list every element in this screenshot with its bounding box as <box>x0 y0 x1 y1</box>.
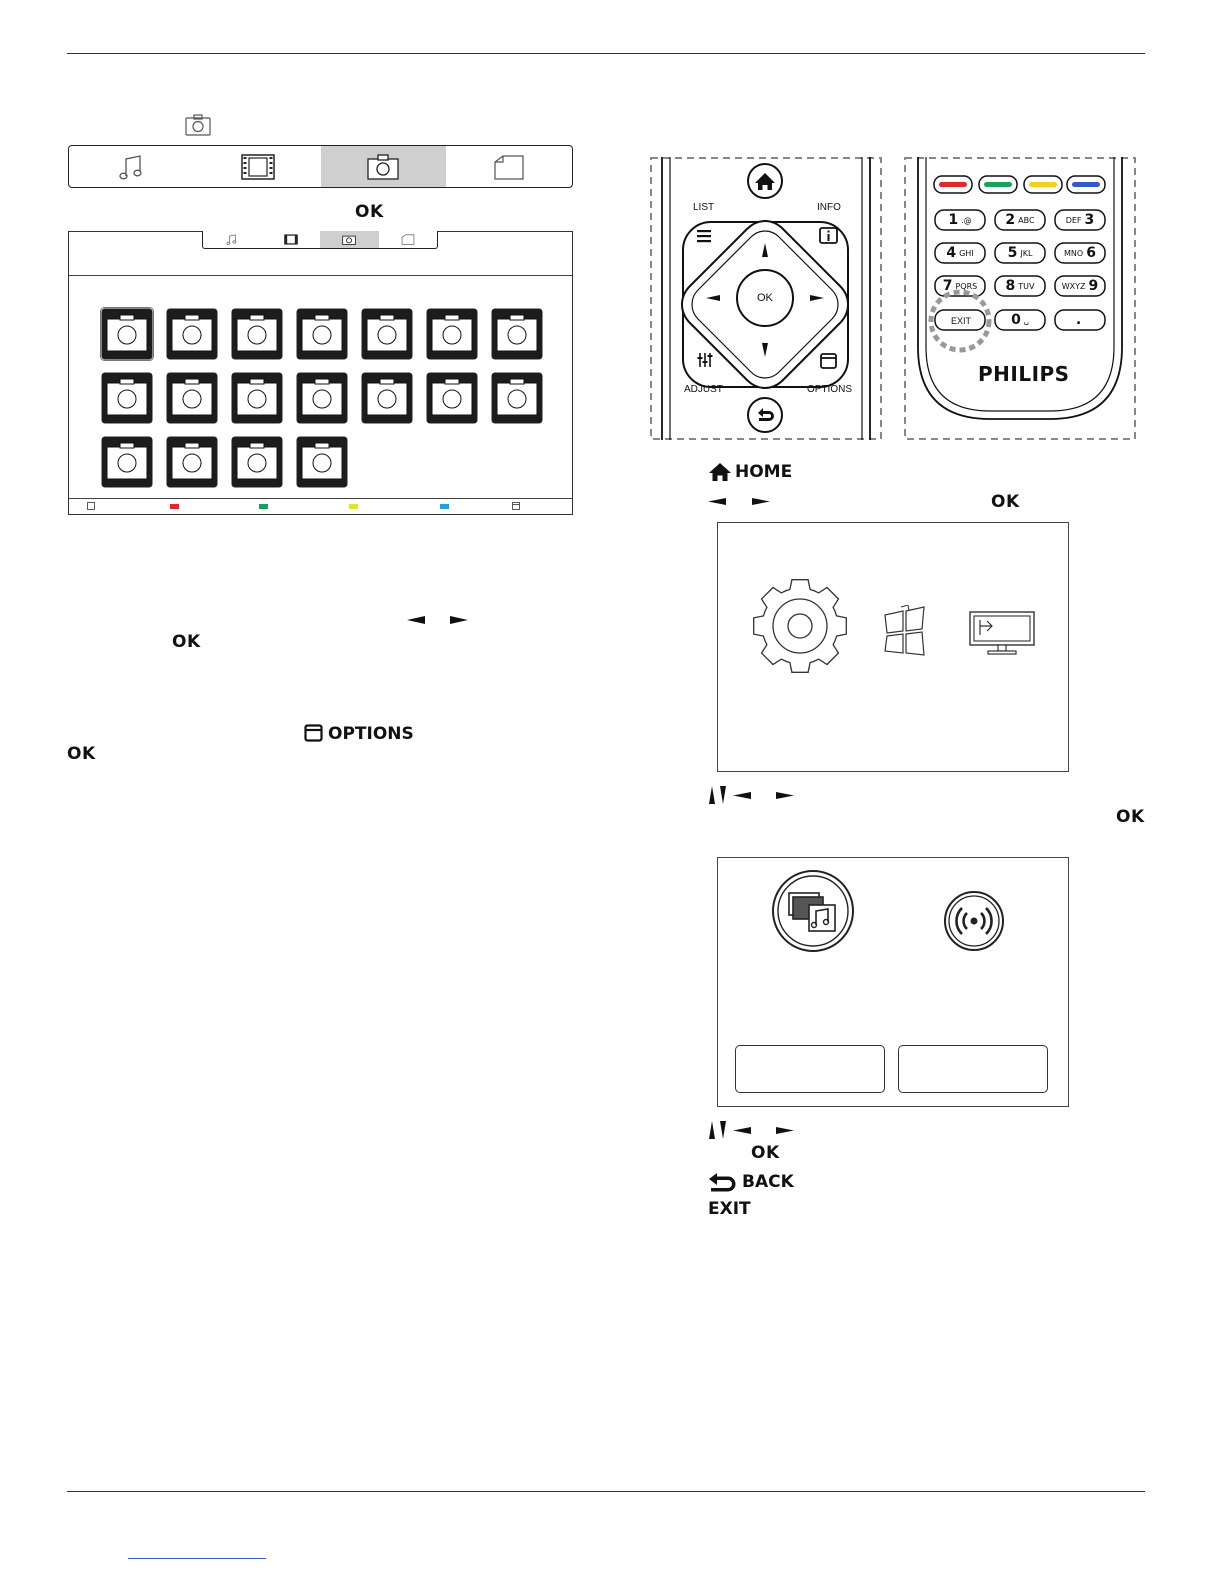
home-icon <box>708 462 732 482</box>
keypad-key-.[interactable] <box>1055 310 1105 330</box>
photo-thumbnail[interactable] <box>295 307 349 361</box>
keypad-key-7[interactable] <box>935 276 985 296</box>
options-label: OPTIONS <box>328 724 414 744</box>
photo-thumbnail[interactable] <box>165 307 219 361</box>
mini-tab-photo[interactable] <box>320 231 379 248</box>
legend-divider <box>69 498 572 499</box>
mini-tab-folder[interactable] <box>379 231 438 248</box>
legend-green <box>259 504 268 509</box>
photo-thumbnail[interactable] <box>295 371 349 425</box>
right-arrow-icon <box>776 1127 794 1134</box>
photo-thumbnail[interactable] <box>295 435 349 489</box>
gear-icon[interactable] <box>750 576 850 676</box>
tab-video[interactable] <box>195 146 321 187</box>
ok-label: OK <box>355 202 384 222</box>
keypad-key-3[interactable] <box>1055 210 1105 230</box>
keypad-key-6[interactable] <box>1055 243 1105 263</box>
photo-thumbnail[interactable] <box>490 371 544 425</box>
home-label: HOME <box>735 462 793 482</box>
right-arrow-icon <box>450 616 468 624</box>
key-letters: PQRS <box>955 281 978 291</box>
tab-photo[interactable] <box>321 146 447 187</box>
camera-icon <box>342 234 356 245</box>
key-number: 4 <box>946 245 957 261</box>
folder-icon <box>493 154 525 180</box>
options-remote-label: OPTIONS <box>807 384 853 395</box>
key-letters: TUV <box>1018 281 1035 291</box>
wireless-icon[interactable] <box>943 890 1005 952</box>
ok-label: OK <box>1116 807 1145 827</box>
key-letters: .@ <box>961 215 972 225</box>
key-number: 6 <box>1086 245 1096 261</box>
back-icon <box>708 1172 738 1192</box>
philips-logo: PHILIPS <box>978 362 1070 386</box>
ok-label: OK <box>991 492 1020 512</box>
left-arrow-icon <box>733 1127 751 1134</box>
back-label: BACK <box>742 1172 794 1192</box>
photo-thumbnail[interactable] <box>230 435 284 489</box>
key-number: 3 <box>1084 212 1095 228</box>
keypad-key-8[interactable] <box>995 276 1045 296</box>
media-player-icon[interactable] <box>771 869 855 953</box>
keypad-key-2[interactable] <box>995 210 1045 230</box>
key-number: 0 <box>1011 312 1021 328</box>
tab-music[interactable] <box>69 146 195 187</box>
key-number: 7 <box>942 278 953 294</box>
keypad-key-1[interactable] <box>935 210 985 230</box>
left-arrow-icon <box>407 616 425 624</box>
photo-thumbnail[interactable] <box>490 307 544 361</box>
photo-thumbnail[interactable] <box>425 307 479 361</box>
key-letters: WXYZ <box>1061 281 1086 291</box>
ok-label: OK <box>172 632 201 652</box>
keypad-key-5[interactable] <box>995 243 1045 263</box>
tab-folder[interactable] <box>446 146 572 187</box>
right-arrow-icon <box>776 792 794 799</box>
monitor-input-icon[interactable] <box>968 610 1036 656</box>
key-number: 5 <box>1007 245 1018 261</box>
options-icon <box>512 502 520 510</box>
music-note-icon <box>226 234 238 245</box>
photo-thumbnail[interactable] <box>165 435 219 489</box>
photo-thumbnail[interactable] <box>100 371 154 425</box>
left-arrow-icon <box>708 498 726 505</box>
ok-label: OK <box>751 1143 780 1163</box>
camera-icon <box>185 114 211 136</box>
legend-red <box>170 504 179 509</box>
keypad-key-0[interactable] <box>995 310 1045 330</box>
media-option-button-right[interactable] <box>898 1045 1048 1093</box>
legend-yellow <box>349 504 358 509</box>
ok-button-label: OK <box>757 292 773 304</box>
footer-link-underline <box>128 1558 266 1559</box>
ok-label: OK <box>67 744 96 764</box>
key-letters: JKL <box>1020 248 1033 258</box>
adjust-label: ADJUST <box>684 384 723 395</box>
up-down-arrow-icon <box>708 1121 728 1139</box>
mini-tab-bar <box>202 231 438 249</box>
info-label: INFO <box>817 202 841 213</box>
footer-rule <box>67 1491 1145 1492</box>
key-letters: GHI <box>959 248 974 258</box>
right-arrow-icon <box>752 498 770 505</box>
key-letters: ABC <box>1018 215 1035 225</box>
photo-thumbnail[interactable] <box>360 307 414 361</box>
windows-icon[interactable] <box>882 605 928 657</box>
media-tab-bar <box>68 145 573 188</box>
photo-thumbnail[interactable] <box>100 307 154 361</box>
key-number: 8 <box>1005 278 1016 294</box>
legend-blue <box>440 504 449 509</box>
key-number: 1 <box>948 212 959 228</box>
media-option-button-left[interactable] <box>735 1045 885 1093</box>
photo-thumbnail[interactable] <box>360 371 414 425</box>
keypad-key-9[interactable] <box>1055 276 1105 296</box>
mini-tab-music[interactable] <box>203 231 262 248</box>
list-label: LIST <box>693 202 715 213</box>
remote-keypad-panel <box>904 157 1136 440</box>
key-letters: ␣ <box>1023 315 1029 325</box>
exit-label: EXIT <box>708 1199 751 1219</box>
photo-thumbnail[interactable] <box>100 435 154 489</box>
left-arrow-icon <box>733 792 751 799</box>
key-number: 9 <box>1088 278 1099 294</box>
key-number: 2 <box>1005 212 1016 228</box>
film-icon <box>241 154 275 180</box>
info-icon <box>87 502 95 510</box>
photo-thumbnail[interactable] <box>230 371 284 425</box>
mini-tab-video[interactable] <box>262 231 321 248</box>
photo-thumbnail[interactable] <box>165 371 219 425</box>
options-icon <box>304 724 323 742</box>
key-number: . <box>1075 312 1082 328</box>
folder-icon <box>401 234 415 245</box>
camera-icon <box>367 154 399 180</box>
key-letters: MNO <box>1064 248 1084 258</box>
screen-divider <box>69 275 572 276</box>
key-letters: DEF <box>1065 215 1082 225</box>
photo-thumbnail[interactable] <box>230 307 284 361</box>
film-icon <box>283 234 299 245</box>
exit-button-label: EXIT <box>951 316 972 326</box>
up-down-arrow-icon <box>708 786 728 804</box>
keypad-key-4[interactable] <box>935 243 985 263</box>
header-rule <box>67 53 1145 54</box>
music-note-icon <box>118 154 146 180</box>
photo-thumbnail[interactable] <box>425 371 479 425</box>
